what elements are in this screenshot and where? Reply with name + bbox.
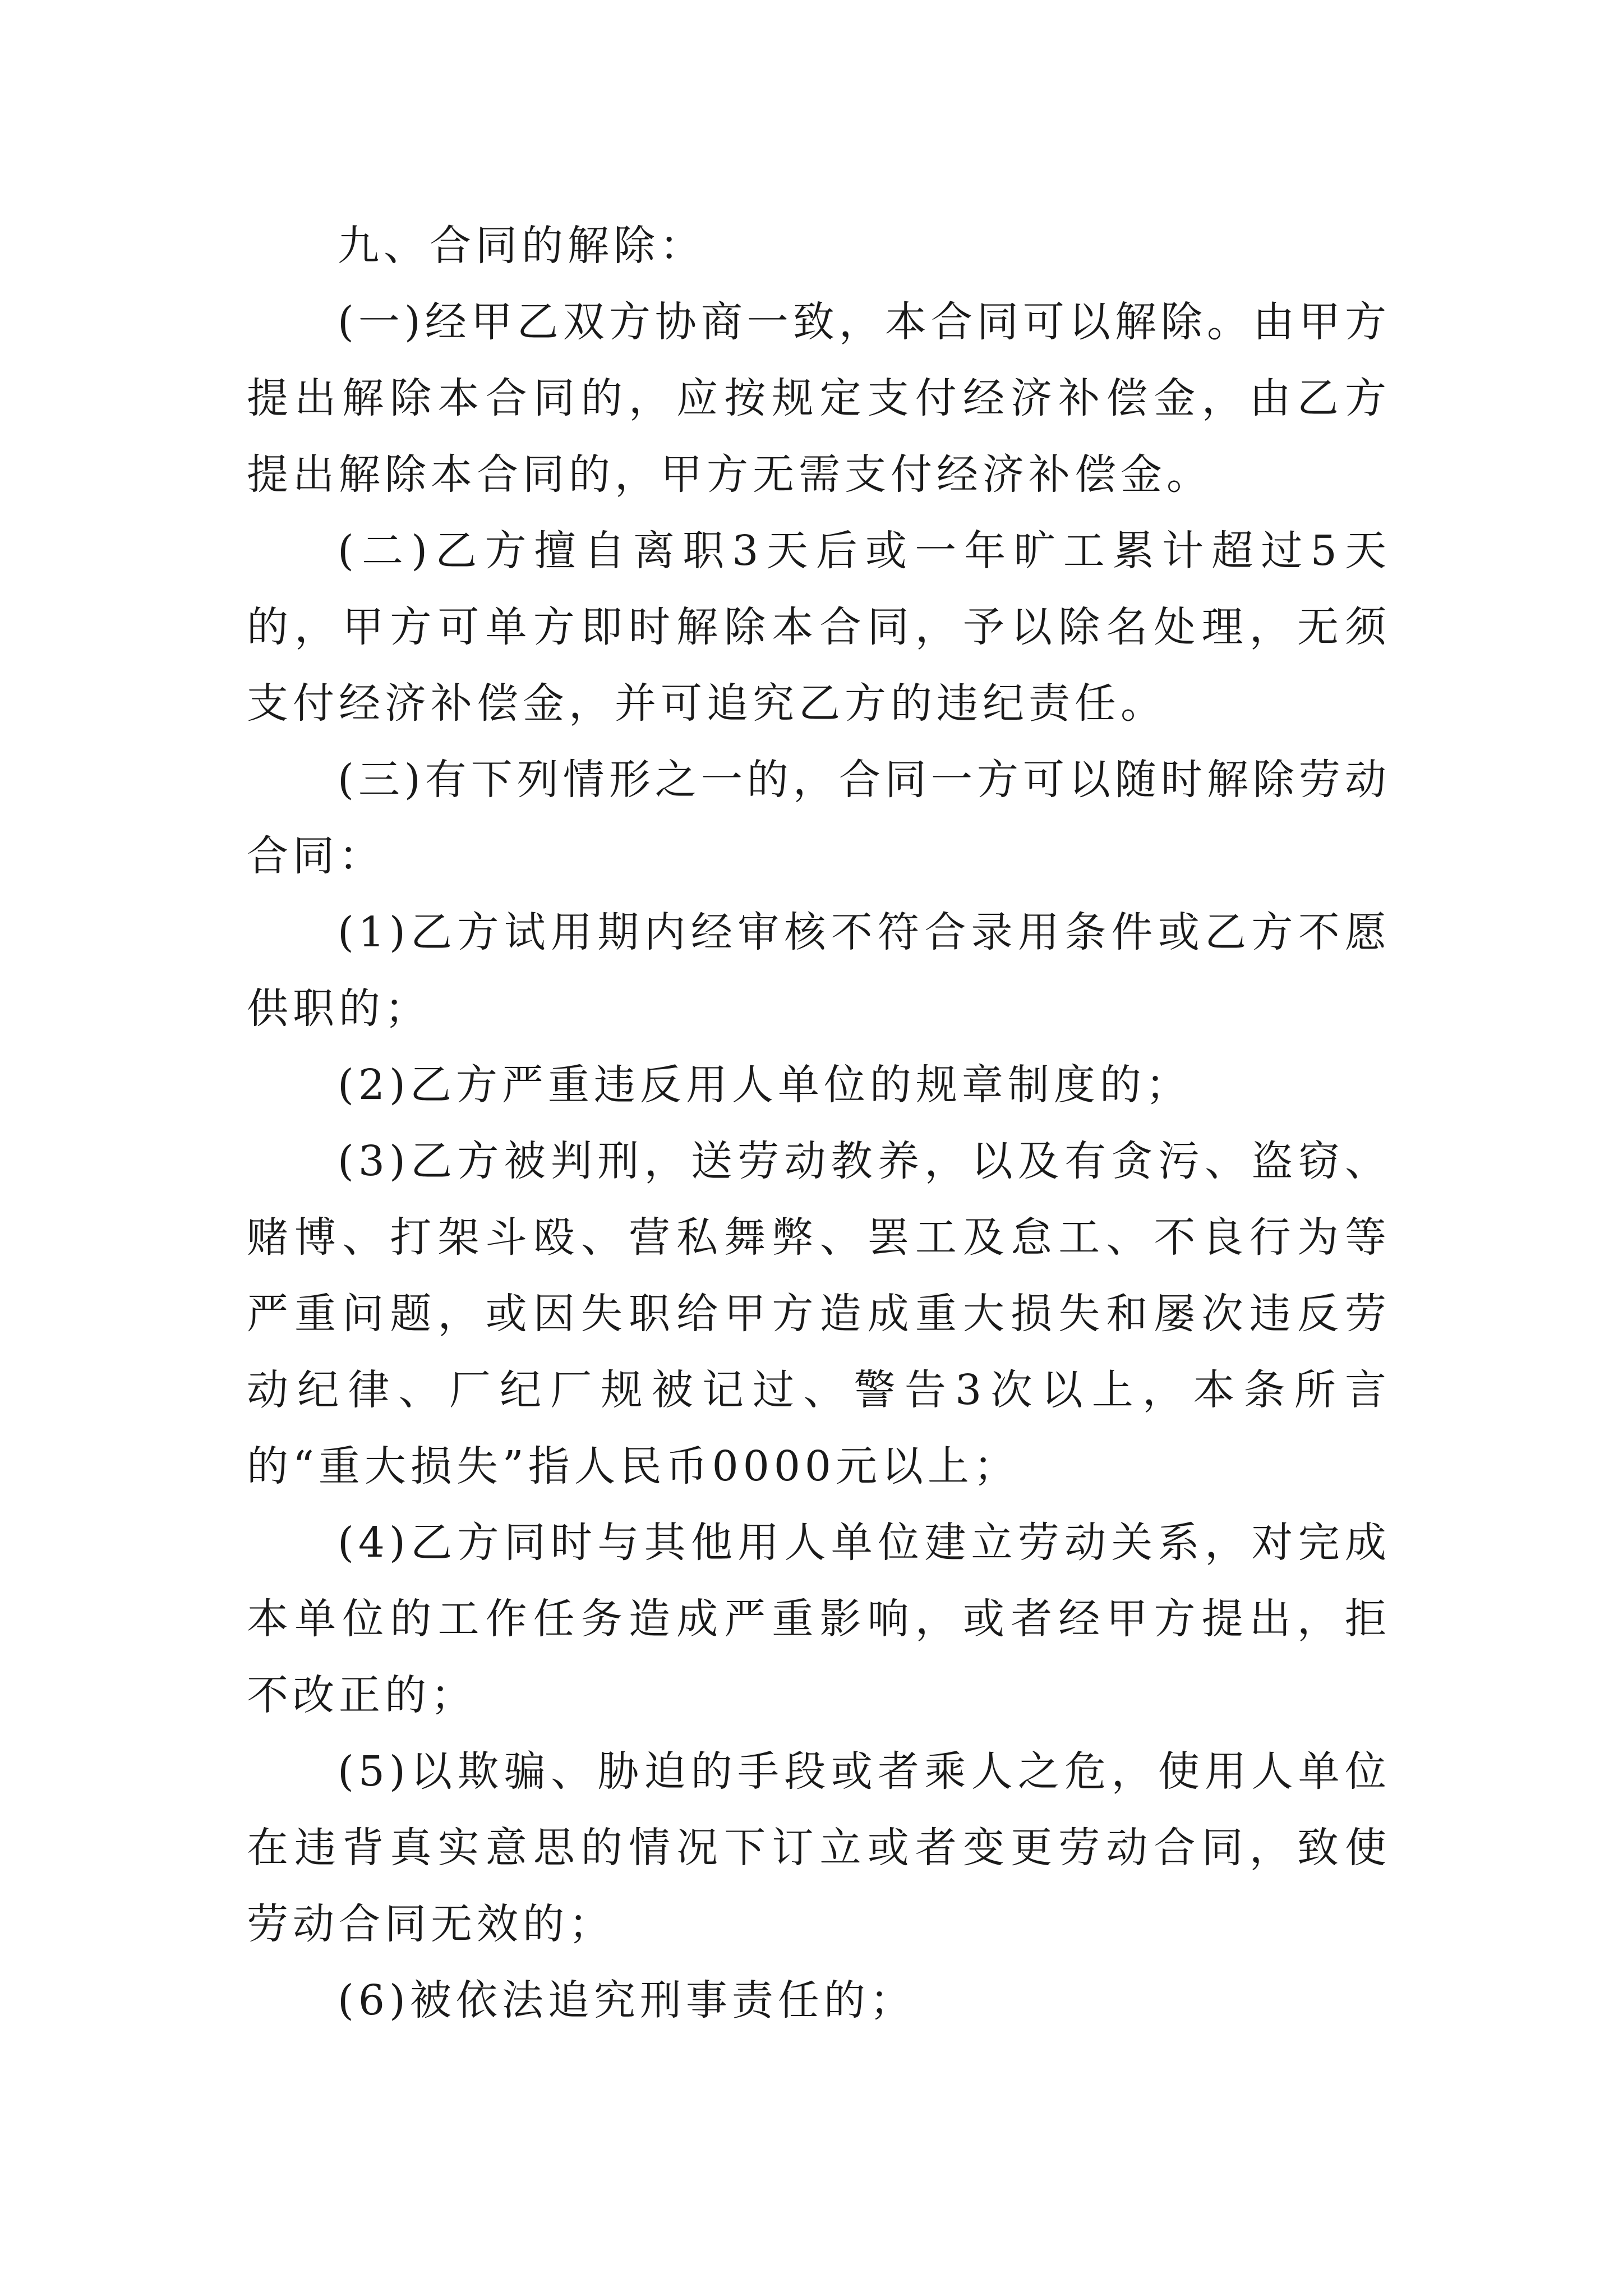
list-item: (4)乙方同时与其他用人单位建立劳动关系，对完成本单位的工作任务造成严重影响，或者经甲方提出，拒不改正的； <box>247 1519 1391 1719</box>
list-item: (3)乙方被判刑，送劳动教养，以及有贪污、盗窃、赌博、打架斗殴、营私舞弊、罢工及怠工、不良行为等严重问题，或因失职给甲方造成重大损失和屡次违反劳动纪律、厂纪厂规被记过、警告3次以上，本条所言的“重大损失”指人民币0000元以上； <box>247 1137 1391 1490</box>
clause-paragraph: (二)乙方擅自离职3天后或一年旷工累计超过5天的，甲方可单方即时解除本合同，予以除名处理，无须支付经济补偿金，并可追究乙方的违纪责任。 <box>247 527 1391 728</box>
list-item: (2)乙方严重违反用人单位的规章制度的； <box>338 1061 1192 1109</box>
document-body <box>247 208 1391 2039</box>
list-item: (5)以欺骗、胁迫的手段或者乘人之危，使用人单位在违背真实意思的情况下订立或者变更劳动合同，致使劳动合同无效的； <box>247 1747 1391 1948</box>
list-item: (1)乙方试用期内经审核不符合录用条件或乙方不愿供职的； <box>247 908 1391 1033</box>
clause-paragraph: (一)经甲乙双方协商一致，本合同可以解除。由甲方提出解除本合同的，应按规定支付经济补偿金，由乙方提出解除本合同的，甲方无需支付经济补偿金。 <box>247 298 1391 499</box>
list-item: (6)被依法追究刑事责任的； <box>338 1976 916 2024</box>
clause-paragraph: (三)有下列情形之一的，合同一方可以随时解除劳动合同： <box>247 756 1391 880</box>
section-heading: 九、合同的解除： <box>338 222 706 270</box>
